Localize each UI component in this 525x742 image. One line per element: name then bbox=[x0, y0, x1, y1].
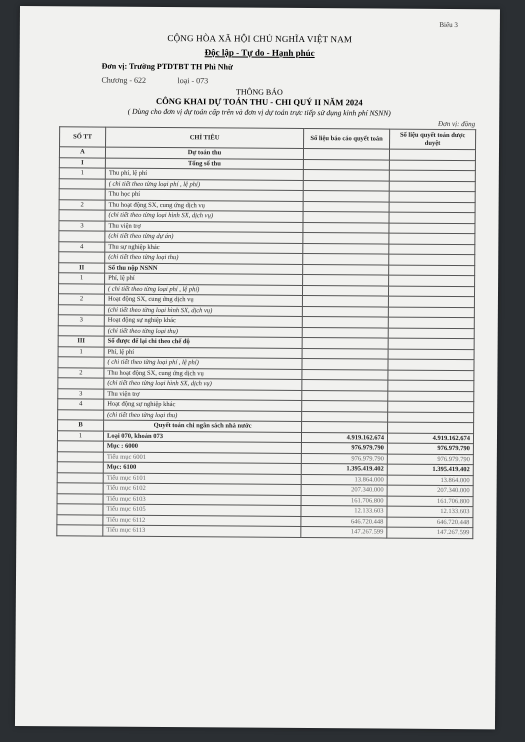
cell-label: (chi tiết theo từng loại hình SX, dịch vụ) bbox=[104, 378, 302, 390]
cell-stt bbox=[57, 525, 103, 536]
cell-label: Thu hoạt động SX, cung ứng dịch vụ bbox=[104, 368, 302, 380]
cell-reported bbox=[303, 190, 389, 201]
cell-stt bbox=[58, 357, 104, 368]
cell-approved bbox=[388, 391, 474, 402]
cell-stt: 2 bbox=[58, 367, 104, 378]
cell-reported bbox=[303, 159, 389, 170]
cell-stt bbox=[59, 189, 105, 200]
cell-approved bbox=[389, 223, 475, 234]
cell-approved bbox=[388, 328, 474, 339]
cell-stt: 1 bbox=[59, 168, 105, 179]
cell-reported bbox=[302, 379, 388, 390]
cell-approved bbox=[388, 401, 474, 412]
cell-approved bbox=[388, 380, 474, 391]
cell-reported: 976.979.790 bbox=[301, 453, 387, 464]
cell-stt bbox=[59, 252, 105, 263]
cell-label: Tiểu mục 6105 bbox=[103, 504, 301, 516]
cell-label: Tiểu mục 6102 bbox=[103, 483, 301, 495]
cell-reported bbox=[303, 243, 389, 254]
cell-label: Hoạt động sự nghiệp khác bbox=[104, 315, 302, 327]
cell-approved: 646.720.448 bbox=[387, 517, 473, 528]
cell-stt bbox=[57, 504, 103, 515]
cell-stt bbox=[58, 378, 104, 389]
cell-stt: 3 bbox=[59, 220, 105, 231]
cell-label: (chi tiết theo từng loại hình SX, dịch vụ) bbox=[105, 210, 303, 222]
cell-approved bbox=[389, 160, 475, 171]
cell-stt: 4 bbox=[58, 399, 104, 410]
cell-label: ( chi tiết theo từng loại phí , lệ phí) bbox=[104, 284, 302, 296]
budget-table bbox=[56, 126, 476, 538]
document-sheet bbox=[15, 6, 500, 729]
cell-stt bbox=[57, 451, 103, 462]
cell-label: Thu hoạt động SX, cung ứng dịch vụ bbox=[105, 200, 303, 212]
cell-reported: 161.706.800 bbox=[301, 495, 387, 506]
cell-reported bbox=[303, 264, 389, 275]
form-number: Biểu 3 bbox=[439, 20, 458, 30]
cell-reported: 12.133.603 bbox=[301, 505, 387, 516]
motto: Độc lập - Tự do - Hạnh phúc bbox=[204, 47, 315, 59]
cell-reported: 4.919.162.674 bbox=[301, 432, 387, 443]
cell-label: (chi tiết theo từng loại thu) bbox=[104, 410, 302, 422]
cell-reported bbox=[303, 222, 389, 233]
cell-stt bbox=[58, 304, 104, 315]
cell-label: Tiểu mục 6001 bbox=[103, 452, 301, 464]
cell-reported bbox=[303, 201, 389, 212]
cell-approved bbox=[388, 422, 474, 433]
cell-reported bbox=[303, 274, 389, 285]
cell-label: (chi tiết theo từng loại thu) bbox=[105, 252, 303, 264]
cell-stt bbox=[59, 231, 105, 242]
cell-stt bbox=[58, 409, 104, 420]
cell-reported bbox=[303, 169, 389, 180]
cell-stt: B bbox=[58, 420, 104, 431]
cell-approved bbox=[389, 233, 475, 244]
cell-approved bbox=[388, 349, 474, 360]
cell-approved bbox=[388, 412, 474, 423]
currency-unit: Đơn vị: đồng bbox=[437, 119, 476, 129]
cell-label: (chi tiết theo từng loại thu) bbox=[104, 326, 302, 338]
cell-stt: III bbox=[58, 336, 104, 347]
cell-stt bbox=[59, 178, 105, 189]
cell-reported bbox=[303, 148, 389, 159]
header-stt: SỐ TT bbox=[60, 127, 106, 147]
cell-stt: 3 bbox=[58, 315, 104, 326]
cell-approved bbox=[389, 254, 475, 265]
chapter-code: Chương - 622 bbox=[101, 75, 147, 85]
notice-title: THÔNG BÁO bbox=[235, 87, 283, 97]
cell-reported bbox=[302, 337, 388, 348]
cell-reported: 976.979.790 bbox=[301, 442, 387, 453]
cell-reported bbox=[302, 306, 388, 317]
cell-label: Thu phí, lệ phí bbox=[105, 168, 303, 180]
cell-stt bbox=[58, 283, 104, 294]
cell-label: ( chi tiết theo từng loại phí , lệ phí) bbox=[104, 357, 302, 369]
cell-reported bbox=[303, 211, 389, 222]
cell-approved: 976.979.790 bbox=[387, 454, 473, 465]
cell-reported bbox=[302, 327, 388, 338]
cell-stt bbox=[57, 514, 103, 525]
cell-stt: 1 bbox=[57, 430, 103, 441]
cell-reported bbox=[302, 369, 388, 380]
header-chi-tieu: CHỈ TIÊU bbox=[106, 127, 304, 148]
cell-reported bbox=[302, 316, 388, 327]
cell-reported bbox=[303, 232, 389, 243]
cell-label: (chi tiết theo từng dự án) bbox=[105, 231, 303, 243]
cell-label: Tiểu mục 6113 bbox=[103, 525, 301, 537]
cell-reported bbox=[302, 390, 388, 401]
cell-label: Hoạt động SX, cung ứng dịch vụ bbox=[104, 294, 302, 306]
cell-approved bbox=[389, 181, 475, 192]
cell-stt bbox=[57, 462, 103, 473]
type-code: loại - 073 bbox=[177, 76, 209, 86]
cell-approved bbox=[389, 170, 475, 181]
cell-label: Loại 070, khoản 073 bbox=[103, 431, 301, 443]
cell-label: Hoạt động sự nghiệp khác bbox=[104, 399, 302, 411]
cell-stt: 2 bbox=[59, 199, 105, 210]
cell-approved bbox=[388, 338, 474, 349]
notice-subtitle: ( Dùng cho đơn vị dự toán cấp trên và đơn vị dự toán trực tiếp sử dụng kinh phí NSNN) bbox=[127, 106, 391, 118]
cell-approved bbox=[388, 296, 474, 307]
cell-label: Tổng số thu bbox=[105, 158, 303, 170]
cell-stt: 1 bbox=[59, 273, 105, 284]
notice-subject: CÔNG KHAI DỰ TOÁN THU - CHI QUÝ II NĂM 2024 bbox=[156, 95, 363, 108]
header-approved: Số liệu quyết toán được duyệt bbox=[390, 129, 476, 150]
cell-label: Thu viện trợ bbox=[105, 221, 303, 233]
cell-approved: 976.979.790 bbox=[387, 443, 473, 454]
cell-label: Dự toán thu bbox=[105, 147, 303, 159]
cell-reported: 1.395.419.402 bbox=[301, 463, 387, 474]
cell-stt: A bbox=[59, 147, 105, 158]
cell-approved bbox=[388, 286, 474, 297]
cell-stt bbox=[57, 493, 103, 504]
cell-label: Quyết toán chi ngân sách nhà nước bbox=[104, 420, 302, 432]
cell-reported bbox=[302, 358, 388, 369]
cell-label: Phí, lệ phí bbox=[105, 273, 303, 285]
cell-approved: 207.340.000 bbox=[387, 485, 473, 496]
cell-label: Thu viện trợ bbox=[104, 389, 302, 401]
cell-approved bbox=[388, 370, 474, 381]
cell-reported bbox=[302, 411, 388, 422]
cell-stt bbox=[58, 325, 104, 336]
cell-approved bbox=[388, 317, 474, 328]
cell-stt: II bbox=[59, 262, 105, 273]
cell-reported: 147.267.599 bbox=[301, 526, 387, 537]
cell-stt: 4 bbox=[59, 241, 105, 252]
cell-approved bbox=[389, 149, 475, 160]
cell-approved bbox=[389, 212, 475, 223]
cell-stt bbox=[57, 472, 103, 483]
cell-approved: 1.395.419.402 bbox=[387, 464, 473, 475]
cell-label: Thu học phí bbox=[105, 189, 303, 201]
unit-name: Đơn vị: Trường PTDTBT TH Phì Nhừ bbox=[101, 61, 233, 72]
cell-reported: 646.720.448 bbox=[301, 516, 387, 527]
cell-stt: 3 bbox=[58, 388, 104, 399]
cell-reported bbox=[302, 400, 388, 411]
nation-heading: CỘNG HÒA XÃ HỘI CHỦ NGHĨA VIỆT NAM bbox=[167, 33, 353, 45]
cell-approved bbox=[388, 307, 474, 318]
cell-reported bbox=[302, 348, 388, 359]
cell-approved: 147.267.599 bbox=[387, 527, 473, 538]
cell-approved: 4.919.162.674 bbox=[387, 433, 473, 444]
cell-approved bbox=[389, 275, 475, 286]
cell-approved bbox=[388, 359, 474, 370]
cell-reported bbox=[302, 295, 388, 306]
cell-label: Phí, lệ phí bbox=[104, 347, 302, 359]
table-body bbox=[57, 147, 476, 538]
cell-stt bbox=[59, 210, 105, 221]
cell-stt: 2 bbox=[58, 294, 104, 305]
cell-label: Tiểu mục 6103 bbox=[103, 494, 301, 506]
table-row bbox=[57, 525, 473, 538]
cell-label: (chi tiết theo từng loại hình SX, dịch vụ) bbox=[104, 305, 302, 317]
cell-reported: 207.340.000 bbox=[301, 484, 387, 495]
cell-reported: 13.864.000 bbox=[301, 474, 387, 485]
cell-label: Mục : 6000 bbox=[103, 441, 301, 453]
cell-approved bbox=[389, 265, 475, 276]
cell-reported bbox=[303, 180, 389, 191]
cell-reported bbox=[303, 253, 389, 264]
cell-label: Thu sự nghiệp khác bbox=[105, 242, 303, 254]
cell-stt bbox=[57, 441, 103, 452]
cell-label: ( chi tiết theo từng loại phí , lệ phí) bbox=[105, 179, 303, 191]
cell-label: Tiểu mục 6112 bbox=[103, 515, 301, 527]
cell-approved bbox=[389, 191, 475, 202]
cell-approved: 13.864.000 bbox=[387, 475, 473, 486]
cell-label: Mục: 6100 bbox=[103, 462, 301, 474]
cell-stt: 1 bbox=[58, 346, 104, 357]
cell-approved: 12.133.603 bbox=[387, 506, 473, 517]
cell-stt: I bbox=[59, 157, 105, 168]
cell-approved: 161.706.800 bbox=[387, 496, 473, 507]
header-reported: Số liệu báo cáo quyết toán bbox=[304, 128, 390, 149]
cell-label: Số thu nộp NSNN bbox=[105, 263, 303, 275]
cell-reported bbox=[302, 421, 388, 432]
cell-stt bbox=[57, 483, 103, 494]
cell-approved bbox=[389, 202, 475, 213]
cell-label: Số được để lại chi theo chế độ bbox=[104, 336, 302, 348]
cell-approved bbox=[389, 244, 475, 255]
cell-label: Tiểu mục 6101 bbox=[103, 473, 301, 485]
cell-reported bbox=[302, 285, 388, 296]
